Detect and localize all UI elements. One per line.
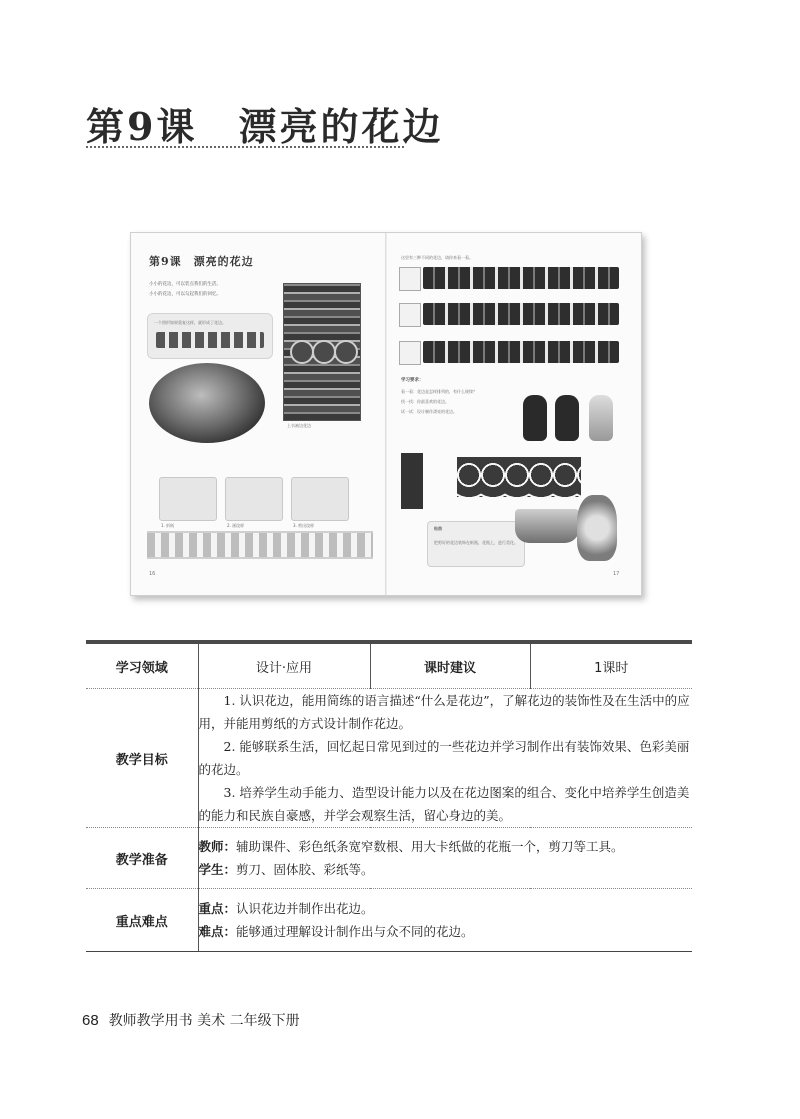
learning-field-label: 学习领域 (115, 660, 168, 676)
spread-bubble (147, 313, 273, 359)
teacher-value: 辅助课件、彩色纸条宽窄数根、用大卡纸做的花瓶一个，剪刀等工具。 (236, 839, 624, 854)
step-cut-image (291, 477, 349, 521)
class-hours-value: 1课时 (530, 644, 692, 689)
decorated-dish-image (515, 509, 579, 543)
focus-key: 重点： (198, 901, 237, 916)
spread-title: 第9课 漂亮的花边 (149, 255, 254, 268)
step-3-label: 3. 剪出纹样 (293, 523, 315, 528)
girl-photo (149, 363, 265, 443)
bear-border-strip (457, 457, 581, 497)
spread-verse-1: 小小的花边，可以装点我们的生活。 (149, 282, 221, 287)
step-2-label: 2. 画纹样 (227, 523, 245, 528)
page-footer (82, 1010, 300, 1030)
dark-border-strip (423, 267, 619, 289)
textbook-spread-image (130, 232, 642, 596)
goals-label: 教学目标 (86, 689, 198, 828)
bubble-border-samples (156, 332, 264, 348)
lesson-title: 第9课 漂亮的花边 (86, 104, 444, 149)
goal-item: 3. 培养学生动手能力、造型设计能力以及在花边图案的组合、变化中培养学生创造美的能力和民族自豪感，并学会观察生活，留心身边的美。 (198, 785, 690, 823)
spread-verse-2: 小小的花边，可以勾起我们的回忆。 (149, 292, 221, 297)
title-divider (86, 146, 404, 148)
textile-motif (290, 340, 314, 364)
table-row (86, 689, 692, 828)
border-sample (399, 267, 421, 291)
key-points-content (198, 889, 692, 952)
border-sample (399, 341, 421, 365)
table-row (86, 644, 692, 689)
step-1-label: 1. 折纸 (161, 523, 175, 528)
lesson-plan-table (86, 644, 692, 952)
border-sample (399, 303, 421, 327)
requirements-title: 学习要求： (401, 378, 424, 383)
difficulty-value: 能够通过理解设计制作出与众不同的花边。 (236, 924, 474, 939)
dark-border-strip (423, 303, 619, 325)
book-title: 教师教学用书 美术 二年级下册 (108, 1013, 300, 1029)
requirement-2: 找一找：你最喜欢的花边。 (401, 399, 449, 404)
requirement-3: 试一试：设计制作漂亮的花边。 (401, 409, 457, 414)
textile-photo (283, 283, 361, 421)
goal-item: 1. 认识花边，能用简练的语言描述“什么是花边”，了解花边的装饰性及在生活中的应用，并能用剪纸的方式设计制作花边。 (198, 693, 690, 731)
vase-image (589, 395, 613, 441)
bubble-text: 一个图形如果重复这样，就形成了花边。 (154, 320, 226, 325)
spread-fold (385, 233, 387, 595)
table-row (86, 828, 692, 889)
teacher-key: 教师： (198, 839, 237, 854)
key-points-label: 重点难点 (86, 889, 198, 952)
folded-paper-image (401, 453, 423, 509)
textile-caption: 上衣袖边花边 (287, 423, 311, 428)
prep-content (198, 828, 692, 889)
flower-border-strip (147, 531, 373, 559)
vase-image (523, 395, 547, 441)
tip-title: 贴图 (434, 526, 442, 531)
textile-motif (334, 340, 358, 364)
decorated-jar-image (577, 495, 617, 561)
requirement-1: 看一看：花边是怎样排列的，有什么规律？ (401, 389, 477, 394)
learning-field-value: 设计·应用 (198, 644, 370, 689)
student-value: 剪刀、固体胶、彩纸等。 (236, 862, 374, 877)
prep-label: 教学准备 (86, 828, 198, 889)
vase-image (555, 395, 579, 441)
dark-border-strip (423, 341, 619, 363)
step-fold-image (159, 477, 217, 521)
focus-value: 认识花边并制作出花边。 (236, 901, 374, 916)
right-intro: 这里有三种不同的花边，请你来看一看。 (401, 255, 473, 260)
page-number: 68 (82, 1012, 99, 1029)
tip-box (427, 521, 525, 567)
table-row (86, 889, 692, 952)
class-hours-label: 课时建议 (370, 644, 530, 689)
step-draw-image (225, 477, 283, 521)
student-key: 学生： (198, 862, 237, 877)
difficulty-key: 难点： (198, 924, 237, 939)
tip-text: 把剪好的花边装饰在纸瓶、花瓶上，进行美化。 (434, 540, 518, 545)
goal-item: 2. 能够联系生活，回忆起日常见到过的一些花边并学习制作出有装饰效果、色彩美丽的花边。 (198, 739, 690, 777)
textile-motif (312, 340, 336, 364)
spread-page-left: 16 (149, 571, 156, 577)
goals-content (198, 689, 692, 828)
spread-page-right: 17 (613, 571, 620, 577)
